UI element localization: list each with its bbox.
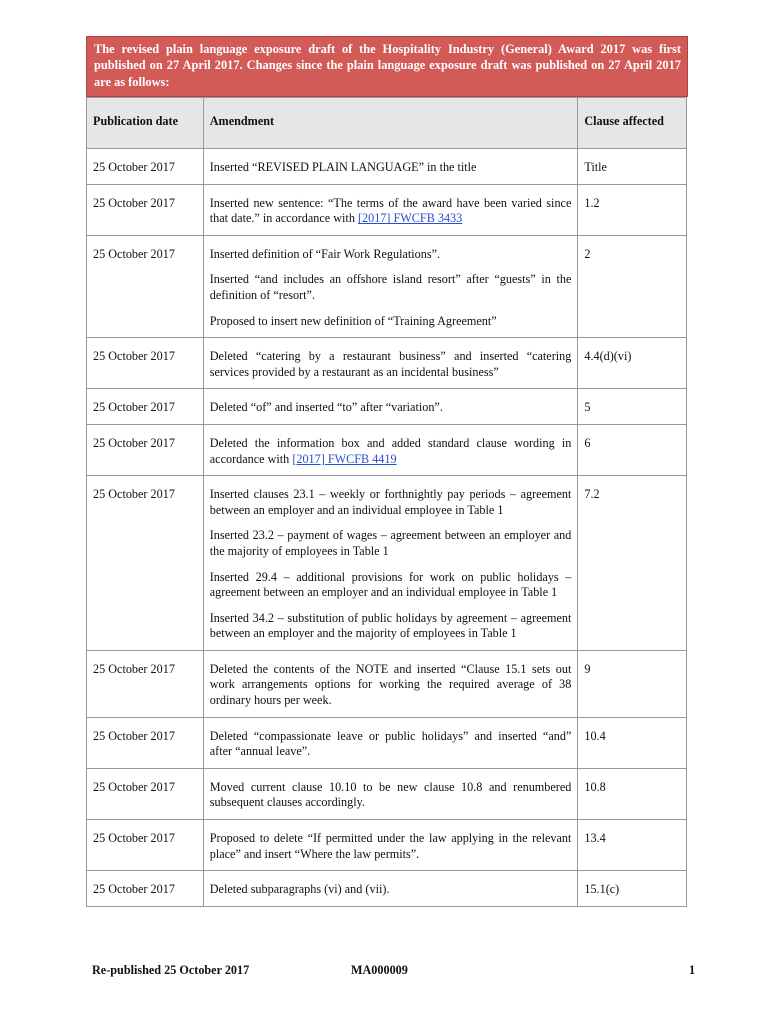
amendment-cell (203, 184, 578, 235)
publication-date: 25 October 2017 (87, 717, 204, 768)
clause-affected: 5 (578, 389, 687, 425)
publication-date: 25 October 2017 (87, 650, 204, 717)
publication-date: 25 October 2017 (87, 820, 204, 871)
amendment-text: Inserted “and includes an offshore island resort” after “guests” in the definition of “resort”. (209, 272, 572, 302)
amendment-text: Deleted subparagraphs (vi) and (vii). (209, 882, 390, 897)
table-row (87, 235, 687, 337)
clause-affected: 9 (578, 650, 687, 717)
table-row (87, 424, 687, 475)
publication-date: 25 October 2017 (87, 871, 204, 907)
amendment-cell (203, 235, 578, 337)
table-row (87, 389, 687, 425)
publication-date: 25 October 2017 (87, 768, 204, 819)
amendment-cell (203, 768, 578, 819)
amendment-text: Inserted clauses 23.1 – weekly or forthnightly pay periods – agreement between an employer and an individual employee in Table 1 (209, 487, 572, 517)
clause-affected: 7.2 (578, 476, 687, 651)
column-header-amendment: Amendment (203, 98, 578, 149)
amendment-cell (203, 650, 578, 717)
table-row (87, 768, 687, 819)
column-header-clause: Clause affected (578, 98, 687, 149)
amendment-text: Proposed to insert new definition of “Training Agreement” (209, 313, 497, 328)
table-row (87, 476, 687, 651)
publication-date: 25 October 2017 (87, 389, 204, 425)
banner-text: The revised plain language exposure draft of the Hospitality Industry (General) Award 2017 was first published on 27 April 2017. Changes since the plain language exposure draft was published on 27 April 2017 are as follows: (94, 42, 681, 89)
publication-date: 25 October 2017 (87, 149, 204, 185)
footer-award-code: MA000009 (351, 963, 408, 977)
amendment-text: Proposed to delete “If permitted under the law applying in the relevant place” and insert “Where the law permits”. (209, 831, 572, 861)
amendment-cell (203, 717, 578, 768)
table-row (87, 820, 687, 871)
amendment-text: Deleted “catering by a restaurant business” and inserted “catering services provided by a restaurant as an incidental business” (209, 349, 572, 379)
amendments-table (86, 97, 687, 907)
publication-date: 25 October 2017 (87, 184, 204, 235)
amendment-text: Inserted definition of “Fair Work Regulations”. (209, 246, 441, 261)
amendment-text: Deleted the contents of the NOTE and inserted “Clause 15.1 sets out work arrangements options for working the required average of 38 ordinary hours per week. (209, 661, 572, 708)
decision-link[interactable]: [2017] FWCFB 4419 (292, 451, 397, 466)
amendment-text: Inserted 34.2 – substitution of public holidays by agreement – agreement between an employer and the majority of employees in Table 1 (209, 610, 572, 641)
table-row (87, 717, 687, 768)
clause-affected: 13.4 (578, 820, 687, 871)
amendment-text (210, 196, 572, 227)
table-row (87, 184, 687, 235)
amendment-text: Deleted “compassionate leave or public holidays” and inserted “and” after “annual leave”. (209, 728, 572, 759)
clause-affected: 6 (578, 424, 687, 475)
page-number: 1 (689, 963, 696, 977)
amendment-text (210, 436, 572, 467)
column-header-date: Publication date (87, 98, 204, 149)
amendment-cell (203, 389, 578, 425)
publication-date: 25 October 2017 (87, 338, 204, 389)
publication-date: 25 October 2017 (87, 424, 204, 475)
amendment-text-part: Inserted new sentence: “The terms of the award have been varied since that date.” in accordance with (209, 195, 572, 226)
publication-date: 25 October 2017 (87, 235, 204, 337)
table-row (87, 338, 687, 389)
table-row (87, 149, 687, 185)
publication-date: 25 October 2017 (87, 476, 204, 651)
table-header-row (87, 98, 687, 149)
amendment-text-part: Deleted the information box and added standard clause wording in accordance with (209, 435, 572, 466)
amendment-text: Inserted 23.2 – payment of wages – agreement between an employer and the majority of employees in Table 1 (209, 528, 572, 558)
amendment-text: Inserted “REVISED PLAIN LANGUAGE” in the title (209, 160, 477, 174)
amendment-cell (203, 820, 578, 871)
clause-affected: 1.2 (578, 184, 687, 235)
clause-affected: Title (578, 149, 687, 185)
table-row (87, 650, 687, 717)
clause-affected: 2 (578, 235, 687, 337)
clause-affected: 10.8 (578, 768, 687, 819)
decision-link[interactable]: [2017] FWCFB 3433 (357, 211, 463, 226)
amendment-text: Inserted 29.4 – additional provisions for work on public holidays – agreement between an employer and an individual employee in Table 1 (209, 569, 572, 600)
amendment-cell (203, 871, 578, 907)
clause-affected: 10.4 (578, 717, 687, 768)
document-banner (86, 36, 688, 97)
footer-publication: Re-published 25 October 2017 (92, 963, 250, 977)
amendment-text: Moved current clause 10.10 to be new clause 10.8 and renumbered subsequent clauses accordingly. (209, 779, 572, 810)
amendment-text: Deleted “of” and inserted “to” after “variation”. (209, 400, 443, 415)
amendment-cell (203, 476, 578, 651)
clause-affected: 4.4(d)(vi) (578, 338, 687, 389)
amendment-cell (203, 424, 578, 475)
amendment-cell (203, 338, 578, 389)
table-row (87, 871, 687, 907)
clause-affected: 15.1(c) (578, 871, 687, 907)
amendment-cell (203, 149, 578, 185)
